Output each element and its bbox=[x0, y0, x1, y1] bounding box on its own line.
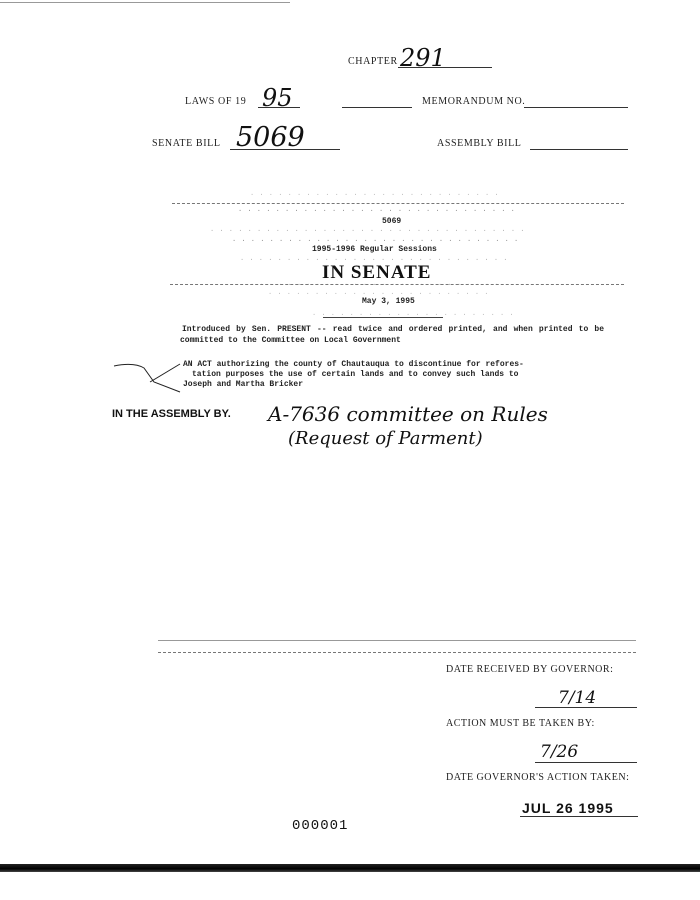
bill-number-print: 5069 bbox=[382, 217, 402, 226]
page-number: 000001 bbox=[292, 818, 349, 834]
action-by-fill-line bbox=[535, 762, 637, 763]
lower-rule-1 bbox=[158, 640, 636, 641]
laws-year: 95 bbox=[262, 84, 293, 112]
date-received-value: 7/14 bbox=[558, 688, 597, 708]
memorandum-fill-line bbox=[524, 107, 628, 108]
senate-bill-label: SENATE BILL bbox=[152, 138, 221, 149]
margin-bracket-mark bbox=[110, 352, 190, 402]
date-received-label: DATE RECEIVED BY GOVERNOR: bbox=[446, 664, 614, 675]
bleed-through-text: . . . . . . . . . . . . . . . . . . . . . . . . . . . . . . . . . . bbox=[210, 226, 525, 234]
assembly-bill-label: ASSEMBLY BILL bbox=[437, 138, 522, 149]
assembly-by-label: IN THE ASSEMBLY BY. bbox=[112, 408, 231, 420]
action-taken-label: DATE GOVERNOR'S ACTION TAKEN: bbox=[446, 772, 630, 783]
introduction-date: May 3, 1995 bbox=[362, 297, 415, 306]
act-line-1: AN ACT authorizing the county of Chautauqua to discontinue for refores- bbox=[183, 360, 524, 369]
assembly-handwritten-line-1: A-7636 committee on Rules bbox=[268, 402, 548, 426]
bleed-through-text: . . . . . . . . . . . . . . . . . . . . . . . . . . . bbox=[250, 190, 500, 198]
senate-bill-fill-line bbox=[230, 149, 340, 150]
bill-top-rule bbox=[172, 203, 624, 204]
date-received-fill-line bbox=[535, 707, 637, 708]
chapter-number: 291 bbox=[400, 44, 446, 72]
assembly-handwritten-line-2: (Request of Parment) bbox=[288, 428, 483, 449]
bleed-through-text: . . . . . . . . . . . . . . . . . . . . . . . . . . . . . . bbox=[238, 206, 516, 214]
action-taken-fill-line bbox=[520, 816, 638, 817]
bleed-through-text: . . . . . . . . . . . . . . . . . . . . . . bbox=[312, 310, 515, 318]
action-taken-stamp: JUL 26 1995 bbox=[522, 800, 614, 816]
act-line-2: tation purposes the use of certain lands and to convey such lands to bbox=[192, 370, 519, 379]
chamber-title: IN SENATE bbox=[322, 262, 432, 283]
memorandum-label: MEMORANDUM NO. bbox=[422, 96, 526, 107]
action-by-value: 7/26 bbox=[540, 742, 579, 762]
bleed-through-text: . . . . . . . . . . . . . . . . . . . . . . . . . . . bbox=[250, 280, 500, 288]
bleed-through-text: . . . . . . . . . . . . . . . . . . . . . . . . . . . . . bbox=[240, 255, 508, 263]
chapter-label: CHAPTER bbox=[348, 56, 398, 67]
memorandum-pre-line bbox=[342, 107, 412, 108]
assembly-bill-fill-line bbox=[530, 149, 628, 150]
session-print: 1995-1996 Regular Sessions bbox=[312, 245, 437, 254]
lower-rule-2 bbox=[158, 652, 636, 653]
act-line-3: Joseph and Martha Bricker bbox=[183, 380, 304, 389]
chamber-underline bbox=[170, 284, 624, 285]
date-underline bbox=[323, 317, 443, 318]
laws-fill-line bbox=[258, 107, 300, 108]
chapter-fill-line bbox=[398, 67, 492, 68]
scan-edge-bar bbox=[0, 864, 700, 872]
bleed-through-text: . . . . . . . . . . . . . . . . . . . . . . . . . . . . . . . bbox=[232, 236, 519, 244]
senate-bill-number: 5069 bbox=[236, 122, 305, 153]
top-rule bbox=[0, 2, 290, 3]
laws-label: LAWS OF 19 bbox=[185, 96, 247, 107]
bleed-through-text: . . . . . . . . . . . . . . . . . . . . . . . . bbox=[268, 289, 489, 297]
introduced-text: Introduced by Sen. PRESENT -- read twice and ordered printed, and when printed to be committed to the Committee on Local Government bbox=[180, 325, 604, 345]
action-by-label: ACTION MUST BE TAKEN BY: bbox=[446, 718, 595, 729]
